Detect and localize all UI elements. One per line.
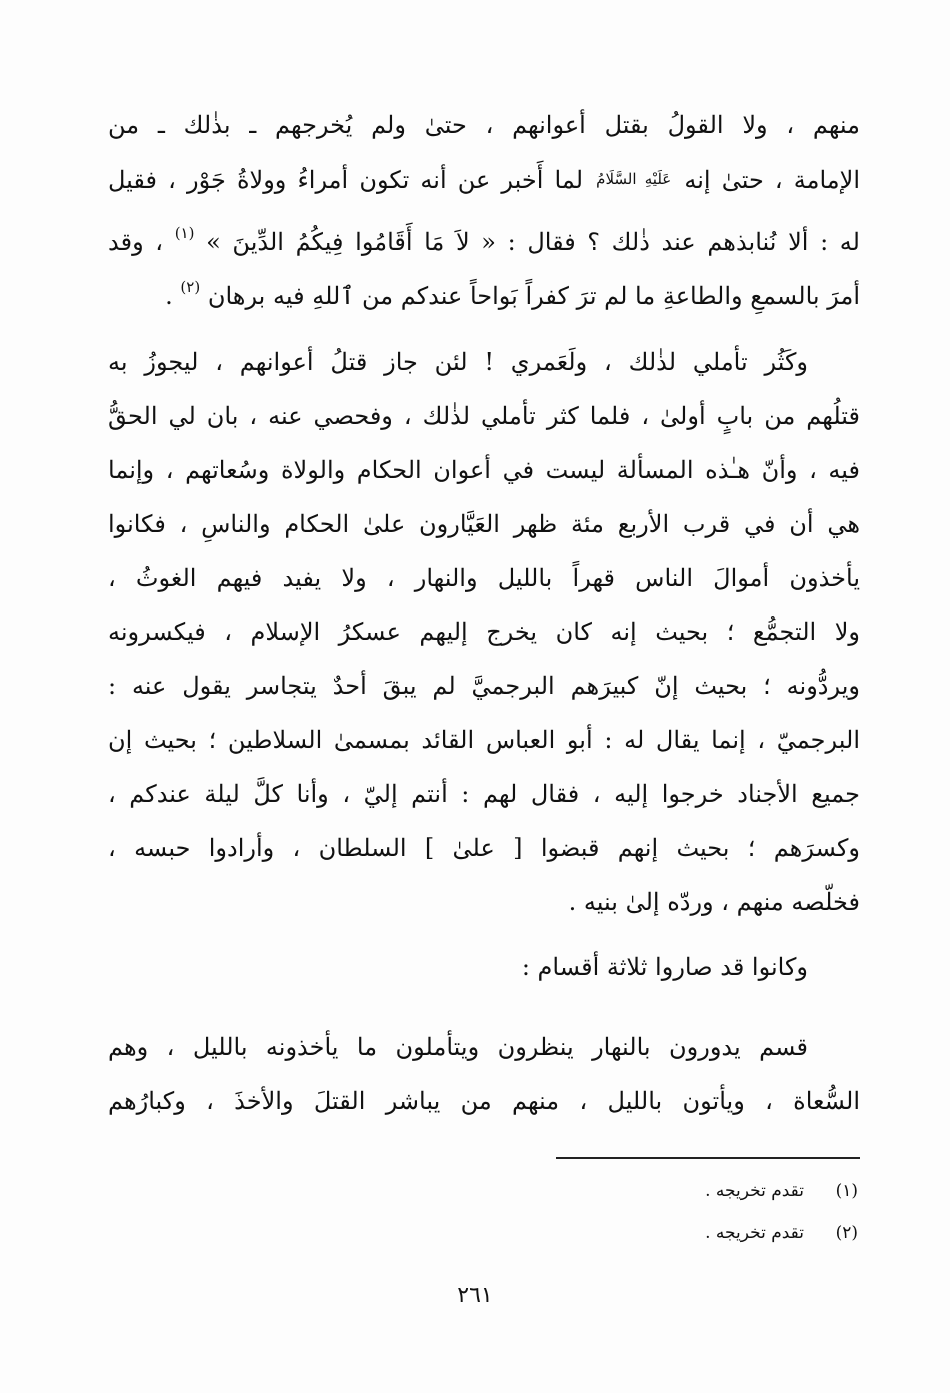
text-line: هي أن في قرب الأربع مئة ظهر العَيَّارون علىٰ الحكام والناسِ ، فكانوا bbox=[108, 510, 860, 538]
footnote-number: (٢) bbox=[835, 1223, 858, 1243]
text-line bbox=[108, 260, 860, 314]
text-line: جميع الأجناد خرجوا إليه ، فقال لهم : أنتم إليّ ، وأنا كلَّ ليلة عندكم ، bbox=[108, 780, 860, 808]
text-fragment: ، وقد bbox=[108, 228, 164, 256]
text-line: قتلُهم من بابٍ أولىٰ ، فلما كثر تأملي لذٰلك ، وفحصي عنه ، بان لي الحقُّ bbox=[108, 402, 860, 430]
honorific-glyph: عَلَيْهِ السَّلَامُ bbox=[596, 170, 672, 188]
footnote-divider bbox=[556, 1157, 860, 1159]
text-line: ولا التجمُّع ؛ بحيث إنه كان يخرج إليهم عسكرُ الإسلام ، فيكسرونه bbox=[108, 618, 860, 646]
text-fragment: لما أَخبر عن أنه تكون أمراءُ وولاةُ جَوْر ، فقيل bbox=[108, 166, 584, 194]
paragraph-1 bbox=[108, 98, 860, 314]
text-fragment: أمرَ بالسمعِ والطاعةِ ما لم ترَ كفراً بَواحاً عندكم من ٱللهِ فيه برهان bbox=[207, 282, 860, 310]
paragraph-4 bbox=[108, 1020, 860, 1128]
footnote-number: (١) bbox=[835, 1181, 858, 1201]
footnote-2 bbox=[705, 1220, 858, 1246]
text-line: البرجميّ ، إنما يقال له : أبو العباس القائد بمسمىٰ السلاطين ؛ بحيث إن bbox=[108, 726, 860, 754]
footnote-marker: (٢) bbox=[180, 278, 201, 296]
text-line: وكانوا قد صاروا ثلاثة أقسام : bbox=[521, 953, 808, 981]
text-line: يأخذون أموالَ الناس قهراً بالليل والنهار ، ولا يفيد فيهم الغوثُ ، bbox=[108, 564, 860, 592]
text-line: ويردُّونه ؛ بحيث إنّ كبيرَهم البرجميَّ لم يبقَ أحدٌ يتجاسر يقول عنه : bbox=[108, 672, 860, 700]
text-line bbox=[108, 152, 860, 206]
footnote-1 bbox=[705, 1178, 858, 1204]
paragraph-3 bbox=[108, 940, 860, 994]
text-fragment: الإمامة ، حتىٰ إنه bbox=[684, 166, 860, 194]
text-line: فيه ، وأنّ هـٰذه المسألة ليست في أعوان الحكام والولاة وسُعاتهم ، وإنما bbox=[108, 456, 860, 484]
footnote-text: تقدم تخريجه . bbox=[705, 1223, 804, 1243]
text-line bbox=[108, 206, 860, 260]
page-number: ٢٦١ bbox=[457, 1283, 493, 1308]
text-fragment: له : ألا نُنابذهم عند ذٰلك ؟ فقال : « لاَ مَا أَقَامُوا فِيكُمُ الدِّينَ » bbox=[206, 228, 860, 256]
text-line: السُّعاة ، ويأتون بالليل ، منهم من يباشر القتلَ والأخذَ ، وكبارُهم bbox=[108, 1087, 860, 1115]
text-line: وكسرَهم ؛ بحيث إنهم قبضوا [ علىٰ ] السلطان ، وأرادوا حبسه ، bbox=[108, 834, 860, 862]
text-line: وكَثُر تأملي لذٰلك ، ولَعَمري ! لئن جاز قتلُ أعوانهم ، ليجوزُ به bbox=[108, 348, 808, 376]
text-line: فخلّصه منهم ، وردّه إلىٰ بنيه . bbox=[568, 888, 860, 916]
text-line: منهم ، ولا القولُ بقتل أعوانهم ، حتىٰ ولم يُخرجهم ـ بذٰلك ـ من bbox=[108, 111, 860, 139]
footnote-text: تقدم تخريجه . bbox=[705, 1181, 804, 1201]
paragraph-2 bbox=[108, 335, 860, 929]
text-fragment: . bbox=[165, 282, 173, 310]
footnote-marker: (١) bbox=[174, 224, 195, 242]
text-line: قسم يدورون بالنهار ينظرون ويتأملون ما يأخذونه بالليل ، وهم bbox=[108, 1033, 808, 1061]
